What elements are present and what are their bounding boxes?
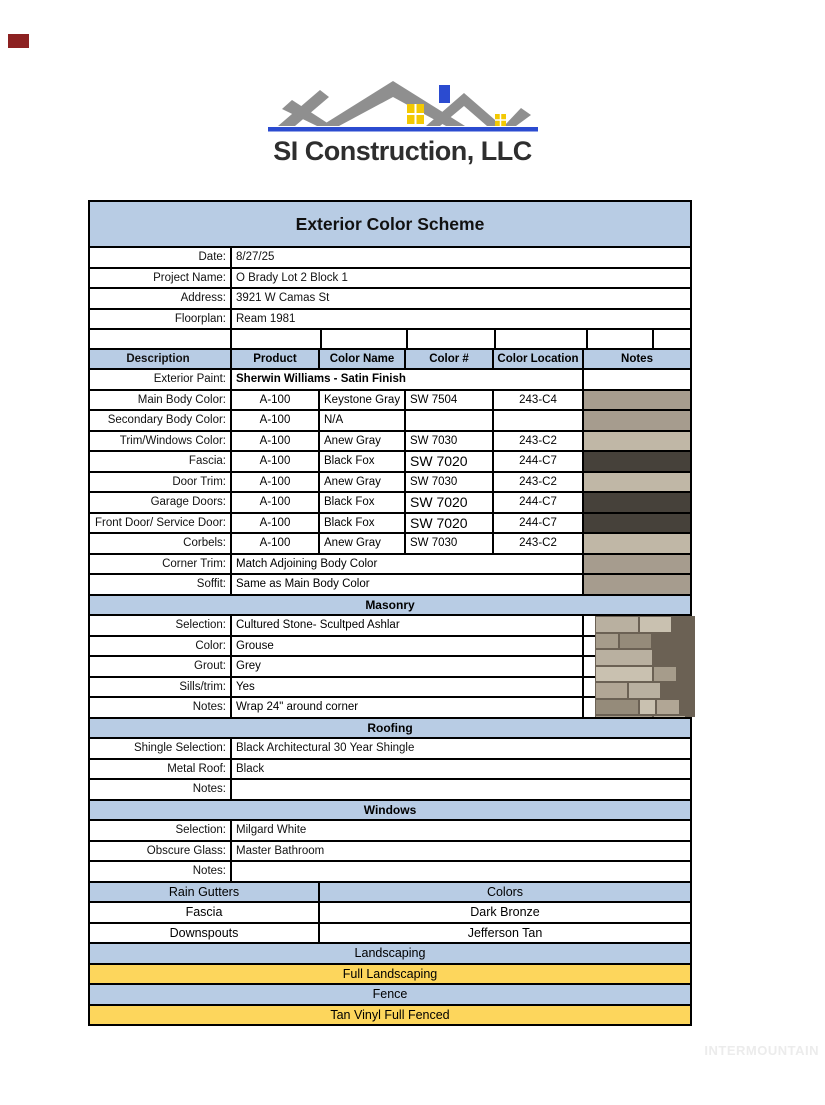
paint-row-corbels: Corbels: A-100 Anew Gray SW 7030 243-C2 — [90, 532, 690, 553]
masonry-sills-row: Sills/trim: Yes — [90, 676, 690, 697]
color-swatch — [584, 534, 690, 553]
soffit-row: Soffit: Same as Main Body Color — [90, 573, 690, 594]
red-corner-mark — [8, 34, 29, 48]
roofing-notes-row: Notes: — [90, 778, 690, 799]
col-product: Product — [232, 350, 320, 368]
col-color-number: Color # — [406, 350, 494, 368]
windows-notes-row: Notes: — [90, 860, 690, 881]
roofing-section-header: Roofing — [90, 717, 690, 738]
paint-row-door-trim: Door Trim: A-100 Anew Gray SW 7030 243-C2 — [90, 471, 690, 492]
color-swatch — [584, 575, 690, 594]
color-swatch — [584, 432, 690, 451]
color-swatch — [584, 411, 690, 430]
masonry-notes-row: Notes: Wrap 24" around corner — [90, 696, 690, 717]
gutter-downspouts-row: Downspouts Jefferson Tan — [90, 922, 690, 943]
full-landscaping-row: Full Landscaping — [90, 963, 690, 984]
paint-row-trim-windows: Trim/Windows Color: A-100 Anew Gray SW 7030 243-C2 — [90, 430, 690, 451]
floorplan-label: Floorplan: — [90, 310, 232, 329]
rain-gutters-header: Rain Gutters — [90, 883, 320, 902]
windows-section-header: Windows — [90, 799, 690, 820]
gutter-fascia-row: Fascia Dark Bronze — [90, 901, 690, 922]
project-name-value: O Brady Lot 2 Block 1 — [236, 271, 348, 284]
color-swatch — [584, 391, 690, 410]
masonry-grout-row: Grout: Grey — [90, 655, 690, 676]
col-description: Description — [90, 350, 232, 368]
rooftops-logo-icon — [268, 78, 538, 134]
color-swatch — [584, 555, 690, 574]
paint-row-garage-doors: Garage Doors: A-100 Black Fox SW 7020 244-C7 — [90, 491, 690, 512]
address-label: Address: — [90, 289, 232, 308]
masonry-color-row: Color: Grouse — [90, 635, 690, 656]
color-swatch — [584, 493, 690, 512]
landscaping-header-row: Landscaping — [90, 942, 690, 963]
obscure-glass-row: Obscure Glass: Master Bathroom — [90, 840, 690, 861]
address-value: 3921 W Camas St — [236, 292, 330, 305]
info-row-project — [90, 267, 690, 288]
paint-row-fascia: Fascia: A-100 Black Fox SW 7020 244-C7 — [90, 450, 690, 471]
rain-gutters-header-row — [90, 881, 690, 902]
masonry-section-header: Masonry — [90, 594, 690, 615]
exterior-paint-value: Sherwin Williams - Satin Finish — [232, 370, 584, 389]
info-row-date — [90, 246, 690, 267]
paint-row-secondary-body: Secondary Body Color: A-100 N/A — [90, 409, 690, 430]
col-notes: Notes — [621, 353, 653, 365]
color-swatch — [584, 452, 690, 471]
exterior-color-scheme-table — [88, 200, 692, 1026]
shingle-selection-row: Shingle Selection: Black Architectural 30 Year Shingle — [90, 737, 690, 758]
stone-texture-image — [595, 616, 695, 717]
intermountain-watermark: INTERMOUNTAIN — [704, 1043, 819, 1058]
info-row-address — [90, 287, 690, 308]
info-row-floorplan — [90, 308, 690, 329]
paint-row-front-door: Front Door/ Service Door: A-100 Black Fox SW 7020 244-C7 — [90, 512, 690, 533]
paint-row-main-body: Main Body Color: A-100 Keystone Gray SW 7504 243-C4 — [90, 389, 690, 410]
color-swatch — [584, 473, 690, 492]
sheet-title: Exterior Color Scheme — [295, 213, 485, 234]
col-color-location: Color Location — [494, 350, 584, 368]
masonry-selection-row: Selection: Cultured Stone- Scultped Ashlar — [90, 614, 690, 635]
date-value: 8/27/25 — [236, 251, 275, 264]
company-name: SI Construction, LLC — [273, 136, 532, 166]
sheet-title-row — [90, 202, 690, 246]
tan-vinyl-fence-row: Tan Vinyl Full Fenced — [90, 1004, 690, 1025]
exterior-paint-row — [90, 368, 690, 389]
spacer-row — [90, 328, 690, 348]
column-header-row — [90, 348, 690, 368]
color-swatch — [584, 514, 690, 533]
window-selection-row: Selection: Milgard White — [90, 819, 690, 840]
company-logo — [260, 78, 545, 167]
corner-trim-row: Corner Trim: Match Adjoining Body Color — [90, 553, 690, 574]
metal-roof-row: Metal Roof: Black — [90, 758, 690, 779]
date-label: Date: — [90, 248, 232, 267]
colors-header: Colors — [486, 884, 524, 899]
fence-header-row: Fence — [90, 983, 690, 1004]
floorplan-value: Ream 1981 — [236, 312, 296, 325]
col-color-name: Color Name — [320, 350, 406, 368]
exterior-paint-label: Exterior Paint: — [90, 370, 232, 389]
project-name-label: Project Name: — [90, 269, 232, 288]
